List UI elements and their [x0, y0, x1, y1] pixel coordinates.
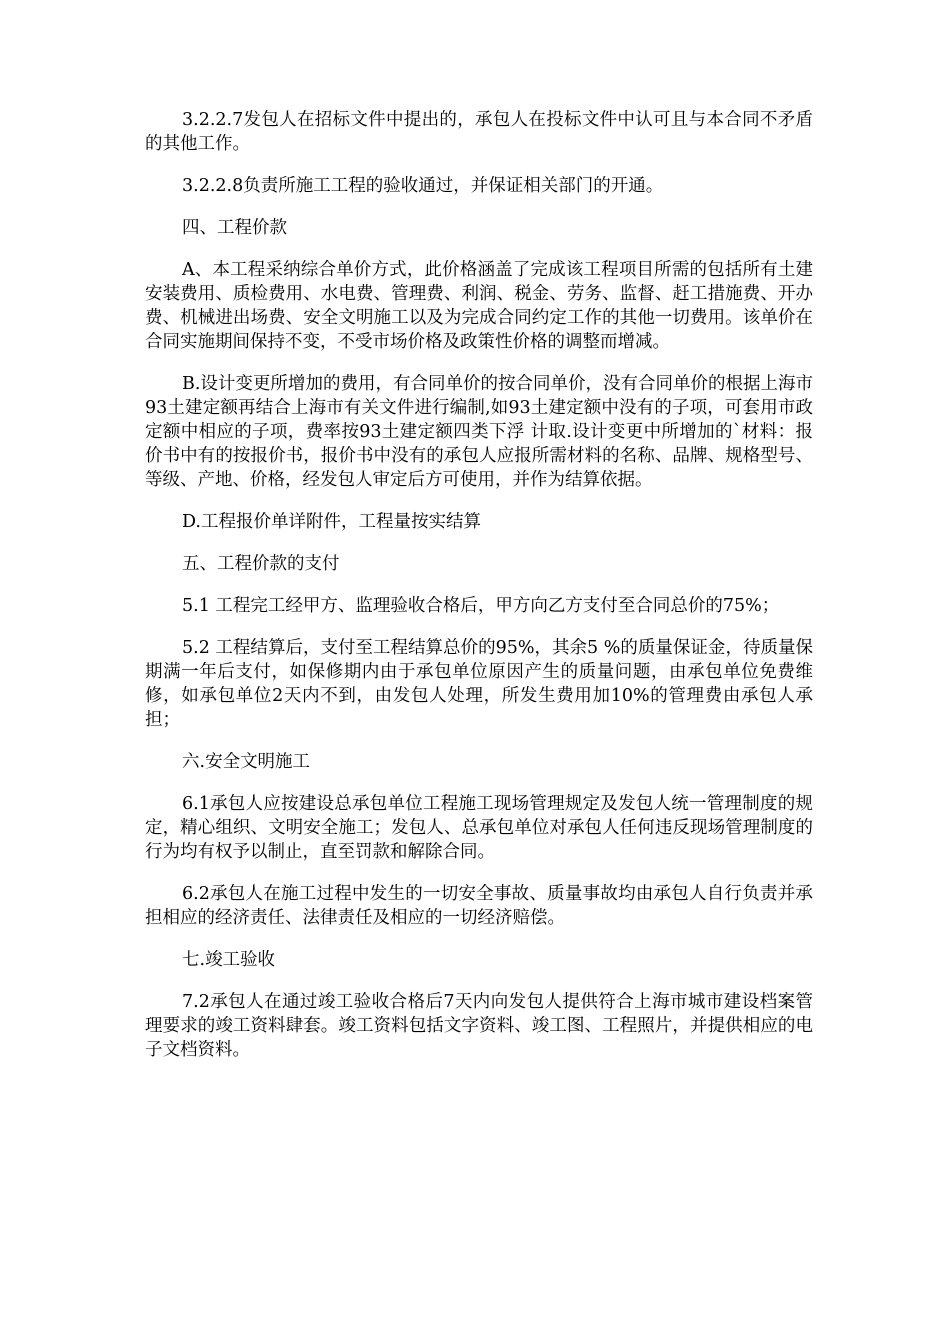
clause-5-2: 5.2 工程结算后，支付至工程结算总价的95%，其余5 %的质量保证金，待质量保期满一年后支付，如保修期内由于承包单位原因产生的质量问题，由承包单位免费维修，如承包单位2天内不到，由发包人处理，所发生费用加10%的管理费由承包人承担； — [145, 638, 813, 730]
clause-3-2-2-8: 3.2.2.8负责所施工工程的验收通过，并保证相关部门的开通。 — [182, 176, 664, 196]
clause-5-1: 5.1 工程完工经甲方、监理验收合格后，甲方向乙方支付至合同总价的75%； — [182, 596, 780, 616]
clause-b: B.设计变更所增加的费用，有合同单价的按合同单价，没有合同单价的根据上海市93土建定额再结合上海市有关文件进行编制,如93土建定额中没有的子项，可套用市政定额中相应的子项，费率按93土建定额四类下浮 计取.设计变更中所增加的`材料：报价书中有的按报价书，报价书中没有的承包人应报所需材料的名称、品牌、规格型号、等级、产地、价格，经发包人审定后方可使用，并作为结算依据。 — [145, 374, 813, 490]
section-heading-4: 四、工程价款 — [182, 218, 287, 238]
clause-3-2-2-7: 3.2.2.7发包人在招标文件中提出的，承包人在投标文件中认可且与本合同不矛盾的其他工作。 — [145, 110, 813, 154]
document-page — [145, 108, 813, 1080]
section-heading-7: 七.竣工验收 — [182, 950, 276, 970]
clause-6-1: 6.1承包人应按建设总承包单位工程施工现场管理规定及发包人统一管理制度的规定，精心组织、文明安全施工；发包人、总承包单位对承包人任何违反现场管理制度的行为均有权予以制止，直至罚款和解除合同。 — [145, 794, 813, 862]
section-heading-5: 五、工程价款的支付 — [182, 554, 340, 574]
clause-d: D.工程报价单详附件，工程量按实结算 — [182, 512, 481, 532]
clause-a: A、本工程采纳综合单价方式，此价格涵盖了完成该工程项目所需的包括所有土建安装费用、质检费用、水电费、管理费、利润、税金、劳务、监督、赶工措施费、开办费、机械进出场费、安全文明施工以及为完成合同约定工作的其他一切费用。该单价在合同实施期间保持不变，不受市场价格及政策性价格的调整而增减。 — [145, 260, 813, 352]
section-heading-6: 六.安全文明施工 — [182, 752, 311, 772]
clause-6-2: 6.2承包人在施工过程中发生的一切安全事故、质量事故均由承包人自行负责并承担相应的经济责任、法律责任及相应的一切经济赔偿。 — [145, 884, 813, 928]
clause-7-2: 7.2承包人在通过竣工验收合格后7天内向发包人提供符合上海市城市建设档案管理要求的竣工资料肆套。竣工资料包括文字资料、竣工图、工程照片，并提供相应的电子文档资料。 — [145, 992, 813, 1060]
